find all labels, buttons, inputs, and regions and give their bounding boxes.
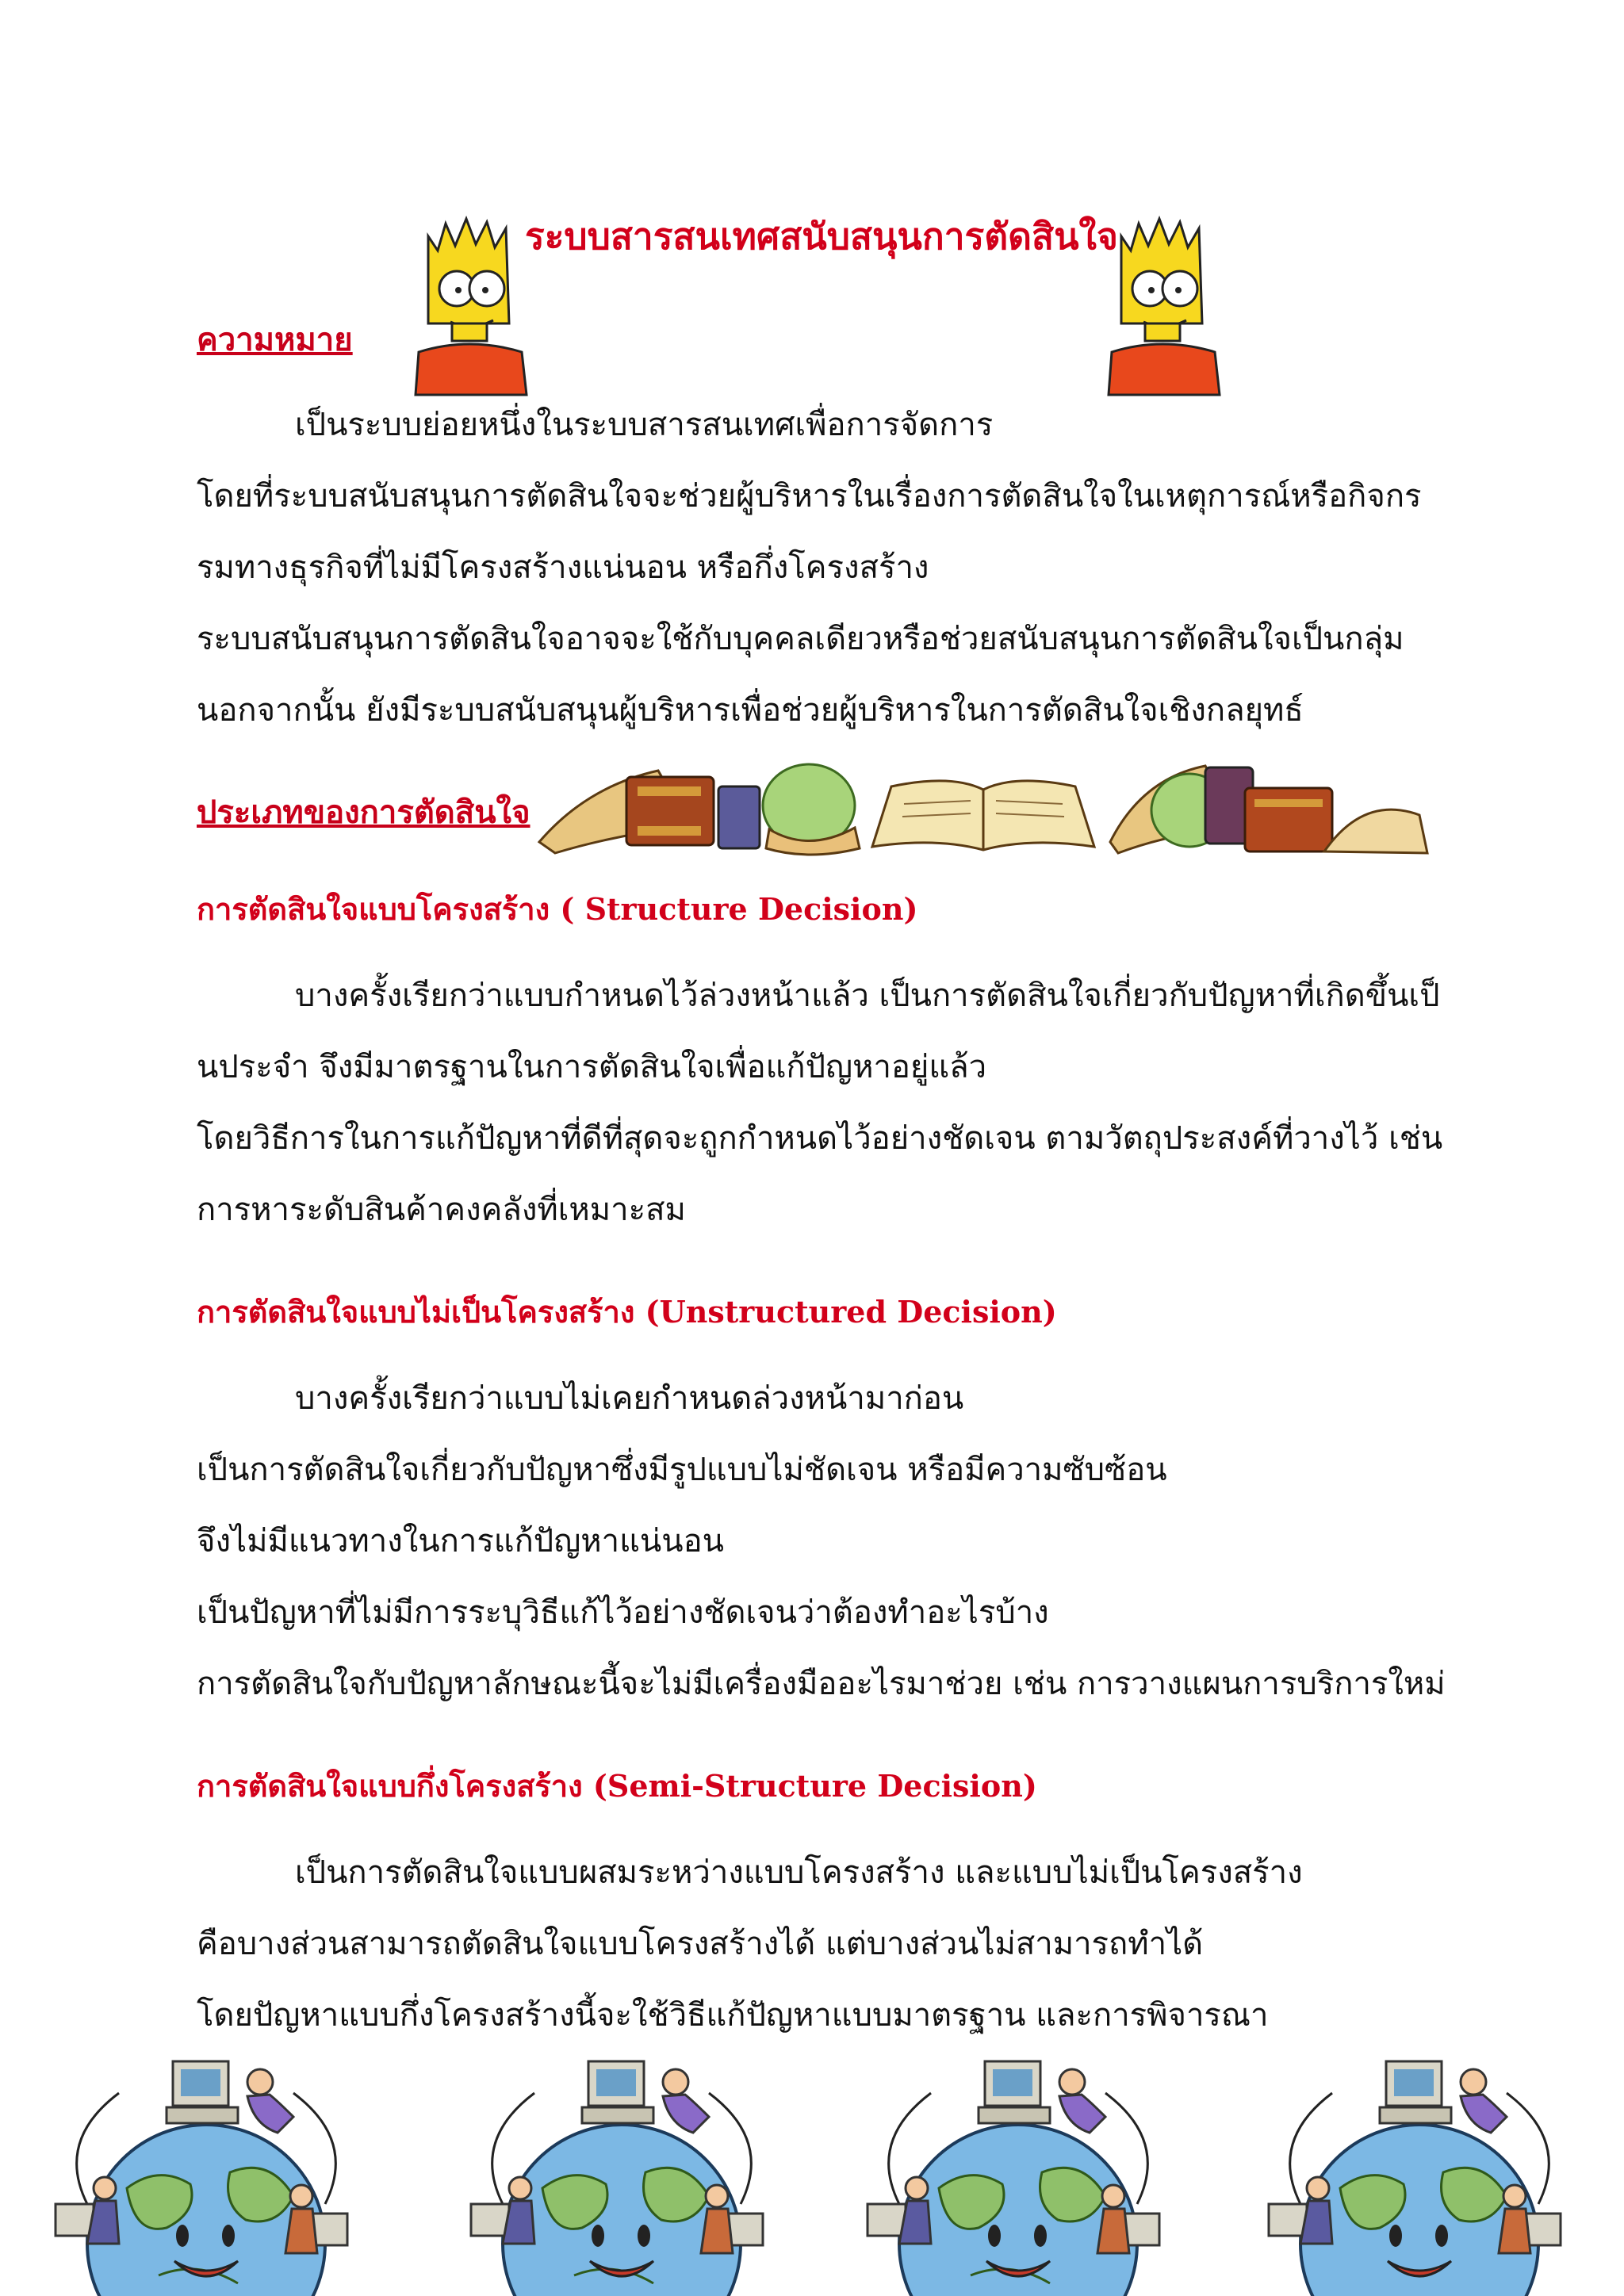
paragraph-line: โดยที่ระบบสนับสนุนการตัดสินใจจะช่วยผู้บริหารในเรื่องการตัดสินใจในเหตุการณ์หรือกิจกร	[197, 478, 1422, 515]
cartoon-boy-icon	[1104, 205, 1223, 395]
paragraph-line: ระบบสนับสนุนการตัดสินใจอาจจะใช้กับบุคคลเดียวหรือช่วยสนับสนุนการตัดสินใจเป็นกลุ่ม	[197, 621, 1404, 657]
section-heading-unstructured: การตัดสินใจแบบไม่เป็นโครงสร้าง (Unstructured Decision)	[197, 1294, 1057, 1330]
section-heading-meaning: ความหมาย	[197, 321, 353, 358]
globe-computer-icon	[1253, 2038, 1586, 2296]
paragraph-line: นประจำ จึงมีมาตรฐานในการตัดสินใจเพื่อแก้ปัญหาอยู่แล้ว	[197, 1049, 987, 1085]
paragraph-line: บางครั้งเรียกว่าแบบกำหนดไว้ล่วงหน้าแล้ว เป็นการตัดสินใจเกี่ยวกับปัญหาที่เกิดขึ้นเป็	[295, 978, 1440, 1014]
paragraph-line: เป็นระบบย่อยหนึ่งในระบบสารสนเทศเพื่อการจัดการ	[295, 407, 994, 443]
globe-computer-icon	[455, 2045, 788, 2296]
section-heading-types: ประเภทของการตัดสินใจ	[197, 794, 530, 831]
page-title: ระบบสารสนเทศสนับสนุนการตัดสินใจ	[525, 215, 1118, 258]
paragraph-line: เป็นการตัดสินใจแบบผสมระหว่างแบบโครงสร้าง และแบบไม่เป็นโครงสร้าง	[295, 1854, 1303, 1891]
paragraph-line: โดยปัญหาแบบกึ่งโครงสร้างนี้จะใช้วิธีแก้ปัญหาแบบมาตรฐาน และการพิจารณา	[197, 1997, 1269, 2034]
globe-computer-icon	[852, 2045, 1185, 2296]
globe-computer-icon	[40, 2045, 373, 2296]
paragraph-line: รมทางธุรกิจที่ไม่มีโครงสร้างแน่นอน หรือกึ่งโครงสร้าง	[197, 549, 929, 586]
paragraph-line: บางครั้งเรียกว่าแบบไม่เคยกำหนดล่วงหน้ามาก่อน	[295, 1380, 964, 1417]
paragraph-line: เป็นปัญหาที่ไม่มีการระบุวิธีแก้ไว้อย่างชัดเจนว่าต้องทำอะไรบ้าง	[197, 1594, 1049, 1631]
paragraph-line: นอกจากนั้น ยังมีระบบสนับสนุนผู้บริหารเพื่อช่วยผู้บริหารในการตัดสินใจเชิงกลยุทธ์	[197, 692, 1304, 729]
books-icon	[539, 755, 1427, 858]
section-heading-structured: การตัดสินใจแบบโครงสร้าง ( Structure Decision)	[197, 891, 918, 927]
paragraph-line: โดยวิธีการในการแก้ปัญหาที่ดีที่สุดจะถูกกำหนดไว้อย่างชัดเจน ตามวัตถุประสงค์ที่วางไว้ เช่น	[197, 1120, 1443, 1157]
paragraph-line: การหาระดับสินค้าคงคลังที่เหมาะสม	[197, 1192, 686, 1228]
paragraph-line: การตัดสินใจกับปัญหาลักษณะนี้จะไม่มีเครื่องมืออะไรมาช่วย เช่น การวางแผนการบริการใหม่	[197, 1666, 1446, 1702]
section-heading-semi: การตัดสินใจแบบกึ่งโครงสร้าง (Semi-Structure Decision)	[197, 1768, 1037, 1804]
paragraph-line: เป็นการตัดสินใจเกี่ยวกับปัญหาซึ่งมีรูปแบบไม่ชัดเจน หรือมีความซับซ้อน	[197, 1452, 1167, 1488]
paragraph-line: คือบางส่วนสามารถตัดสินใจแบบโครงสร้างได้ แต่บางส่วนไม่สามารถทำได้	[197, 1926, 1204, 1962]
cartoon-boy-icon	[411, 205, 530, 395]
paragraph-line: จึงไม่มีแนวทางในการแก้ปัญหาแน่นอน	[197, 1523, 724, 1559]
